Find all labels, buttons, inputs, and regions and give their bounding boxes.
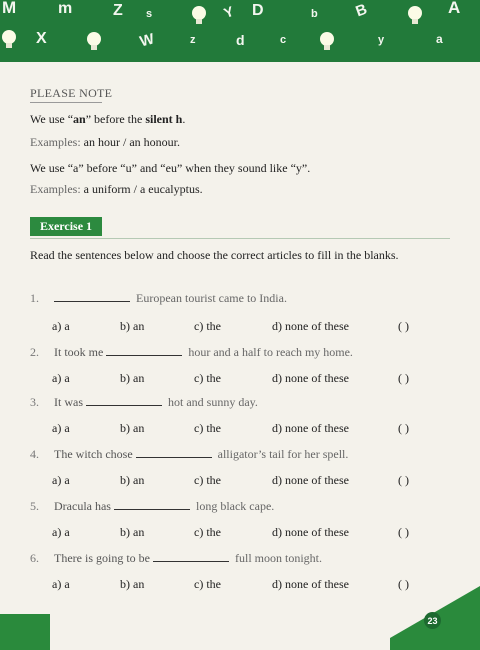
question-prefix: It took me bbox=[54, 345, 107, 359]
answer-blank[interactable] bbox=[153, 551, 229, 562]
answer-option[interactable]: c) the bbox=[194, 473, 221, 487]
question-number: 3. bbox=[30, 395, 39, 409]
question-suffix: full moon tonight. bbox=[234, 551, 322, 565]
banner-letter: W bbox=[138, 30, 157, 51]
question-suffix: long black cape. bbox=[195, 499, 275, 513]
answer-option[interactable]: b) an bbox=[120, 525, 145, 539]
banner-letter: Y bbox=[221, 2, 236, 22]
question-text bbox=[30, 291, 287, 306]
answer-option[interactable]: a) a bbox=[52, 473, 70, 487]
exercise-label: Exercise 1 bbox=[30, 217, 102, 236]
answer-option[interactable]: a) a bbox=[52, 525, 70, 539]
banner-letter: z bbox=[190, 34, 196, 46]
decorative-banner bbox=[0, 0, 480, 62]
rule-a-u-eu: We use “a” before “u” and “eu” when they sound like “y”. bbox=[30, 161, 311, 175]
question-number: 2. bbox=[30, 345, 39, 359]
question-text bbox=[30, 551, 322, 566]
banner-letter: A bbox=[448, 0, 461, 17]
banner-letter: D bbox=[252, 2, 264, 19]
answer-blank[interactable] bbox=[114, 499, 190, 510]
answer-blank[interactable] bbox=[136, 447, 212, 458]
examples-a: Examples: a uniform / a eucalyptus. bbox=[30, 182, 203, 196]
answer-option[interactable]: d) none of these bbox=[272, 577, 349, 591]
lightbulb-icon bbox=[406, 4, 428, 28]
banner-letter: m bbox=[58, 0, 73, 17]
answer-option[interactable]: a) a bbox=[52, 371, 70, 385]
footer-green-tab bbox=[0, 580, 480, 650]
answer-box[interactable]: ( ) bbox=[398, 319, 409, 333]
question-number: 5. bbox=[30, 499, 39, 513]
banner-letter: Z bbox=[113, 2, 123, 19]
question-suffix: hour and a half to reach my home. bbox=[188, 345, 353, 359]
banner-letter: a bbox=[436, 32, 443, 46]
question-text bbox=[30, 345, 353, 360]
banner-letter: d bbox=[236, 32, 245, 48]
please-note-heading: PLEASE NOTE bbox=[30, 86, 113, 100]
question-suffix: alligator’s tail for her spell. bbox=[217, 447, 349, 461]
answer-option[interactable]: b) an bbox=[120, 421, 145, 435]
answer-option[interactable]: c) the bbox=[194, 525, 221, 539]
question-prefix: It was bbox=[54, 395, 86, 409]
examples-an: Examples: an hour / an honour. bbox=[30, 135, 180, 149]
answer-box[interactable]: ( ) bbox=[398, 473, 409, 487]
question-number: 4. bbox=[30, 447, 39, 461]
answer-option[interactable]: d) none of these bbox=[272, 371, 349, 385]
question-prefix: The witch chose bbox=[54, 447, 136, 461]
question-number: 6. bbox=[30, 551, 39, 565]
answer-option[interactable]: b) an bbox=[120, 577, 145, 591]
answer-option[interactable]: c) the bbox=[194, 371, 221, 385]
answer-option[interactable]: c) the bbox=[194, 577, 221, 591]
lightbulb-icon bbox=[318, 30, 340, 54]
rule-an-silent-h: We use “an” before the silent h. bbox=[30, 112, 186, 126]
lightbulb-icon bbox=[0, 28, 22, 52]
answer-blank[interactable] bbox=[54, 291, 130, 302]
answer-option[interactable]: d) none of these bbox=[272, 319, 349, 333]
answer-option[interactable]: b) an bbox=[120, 319, 145, 333]
answer-option[interactable]: d) none of these bbox=[272, 525, 349, 539]
question-suffix: hot and sunny day. bbox=[168, 395, 258, 409]
banner-letter: M bbox=[2, 0, 17, 17]
exercise-divider bbox=[30, 238, 450, 239]
question-text bbox=[30, 395, 258, 410]
answer-blank[interactable] bbox=[86, 395, 162, 406]
answer-option[interactable]: a) a bbox=[52, 577, 70, 591]
answer-option[interactable]: b) an bbox=[120, 473, 145, 487]
question-number: 1. bbox=[30, 291, 39, 305]
answer-blank[interactable] bbox=[106, 345, 182, 356]
answer-option[interactable]: a) a bbox=[52, 319, 70, 333]
answer-box[interactable]: ( ) bbox=[398, 525, 409, 539]
banner-letter: X bbox=[36, 30, 47, 47]
lightbulb-icon bbox=[190, 4, 212, 28]
banner-letter: y bbox=[378, 34, 385, 46]
question-prefix: Dracula has bbox=[54, 499, 114, 513]
heading-underline bbox=[30, 102, 102, 103]
answer-option[interactable]: a) a bbox=[52, 421, 70, 435]
answer-box[interactable]: ( ) bbox=[398, 371, 409, 385]
question-text bbox=[30, 447, 348, 462]
banner-letter: c bbox=[280, 34, 287, 46]
answer-option[interactable]: c) the bbox=[194, 421, 221, 435]
answer-box[interactable]: ( ) bbox=[398, 421, 409, 435]
answer-option[interactable]: d) none of these bbox=[272, 421, 349, 435]
banner-letter: B bbox=[353, 0, 370, 21]
question-suffix: European tourist came to India. bbox=[136, 291, 287, 305]
lightbulb-icon bbox=[85, 30, 107, 54]
question-prefix: There is going to be bbox=[54, 551, 153, 565]
banner-letter: b bbox=[311, 8, 318, 20]
question-text bbox=[30, 499, 274, 514]
banner-letter: s bbox=[146, 8, 153, 20]
answer-option[interactable]: b) an bbox=[120, 371, 145, 385]
answer-option[interactable]: d) none of these bbox=[272, 473, 349, 487]
page-number-badge: 23 bbox=[424, 612, 441, 629]
exercise-instruction: Read the sentences below and choose the correct articles to fill in the blanks. bbox=[30, 248, 399, 262]
answer-option[interactable]: c) the bbox=[194, 319, 221, 333]
answer-box[interactable]: ( ) bbox=[398, 577, 409, 591]
